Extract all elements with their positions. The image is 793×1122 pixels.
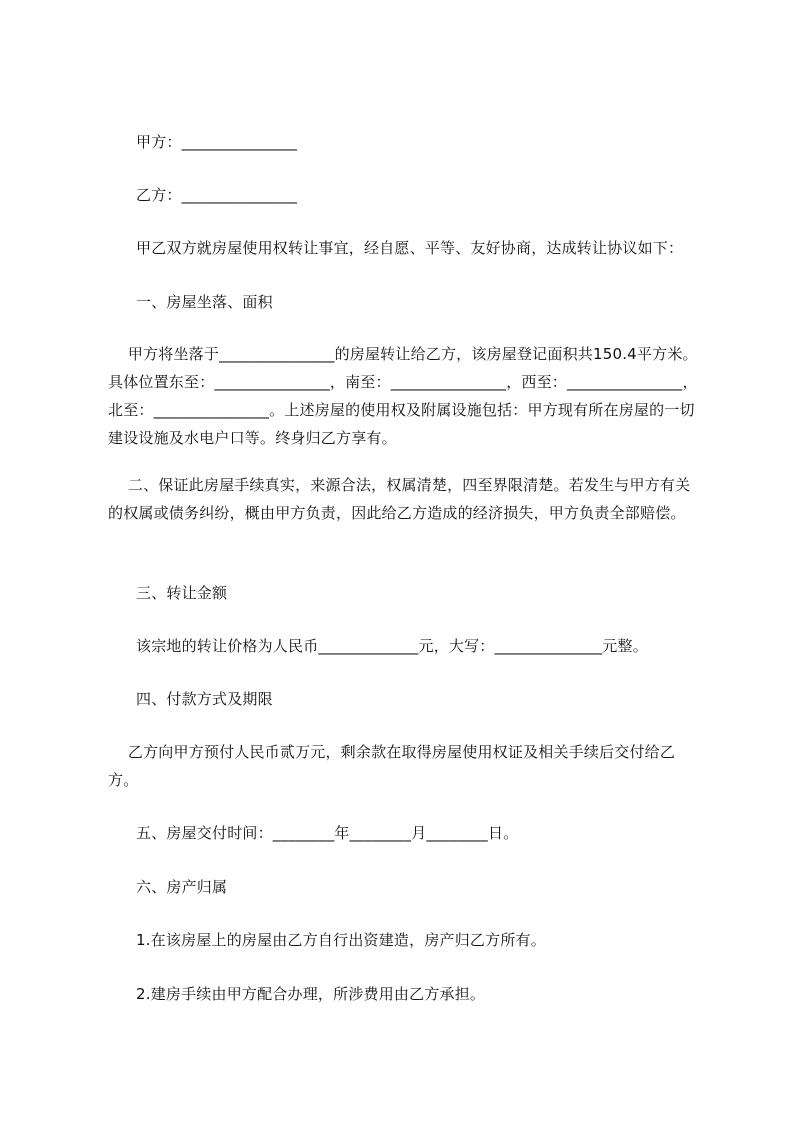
section-1-title: 一、房屋坐落、面积 xyxy=(136,293,273,311)
section-4-body: 乙方向甲方预付人民币贰万元，剩余款在取得房屋使用权证及相关手续后交付给乙方。 xyxy=(108,743,676,789)
section-3-body: 该宗地的转让价格为人民币_____________元，大写：______________元整。 xyxy=(136,637,648,655)
section-5-title: 五、房屋交付时间：________年________月________日。 xyxy=(136,824,519,842)
section-2-body: 二、保证此房屋手续真实，来源合法，权属清楚，四至界限清楚。若发生与甲方有关的权属或债务纠纷，概由甲方负责，因此给乙方造成的经济损失，甲方负责全部赔偿。 xyxy=(108,476,691,522)
section-3-title: 三、转让金额 xyxy=(136,584,228,602)
party-a-line: 甲方：_______________ xyxy=(136,133,298,151)
section-4-title: 四、付款方式及期限 xyxy=(136,690,273,708)
intro-paragraph: 甲乙双方就房屋使用权转让事宜，经自愿、平等、友好协商，达成转让协议如下： xyxy=(136,239,684,257)
party-b-line: 乙方：_______________ xyxy=(136,186,298,204)
section-6-title: 六、房产归属 xyxy=(136,878,228,896)
section-1-body: 甲方将坐落于_______________的房屋转让给乙方，该房屋登记面积共150.4平方米。具体位置东至：_______________，南至：_______________，西至：_______________，北至：_______________。上述房屋的使用权及附属设施包括：甲方现有所在房屋的一切建设设施及水电户口等。终身归乙方享有。 xyxy=(108,345,698,447)
section-6-item-1: 1.在该房屋上的房屋由乙方自行出资建造，房产归乙方所有。 xyxy=(136,931,546,949)
section-6-item-2: 2.建房手续由甲方配合办理，所涉费用由乙方承担。 xyxy=(136,985,486,1003)
